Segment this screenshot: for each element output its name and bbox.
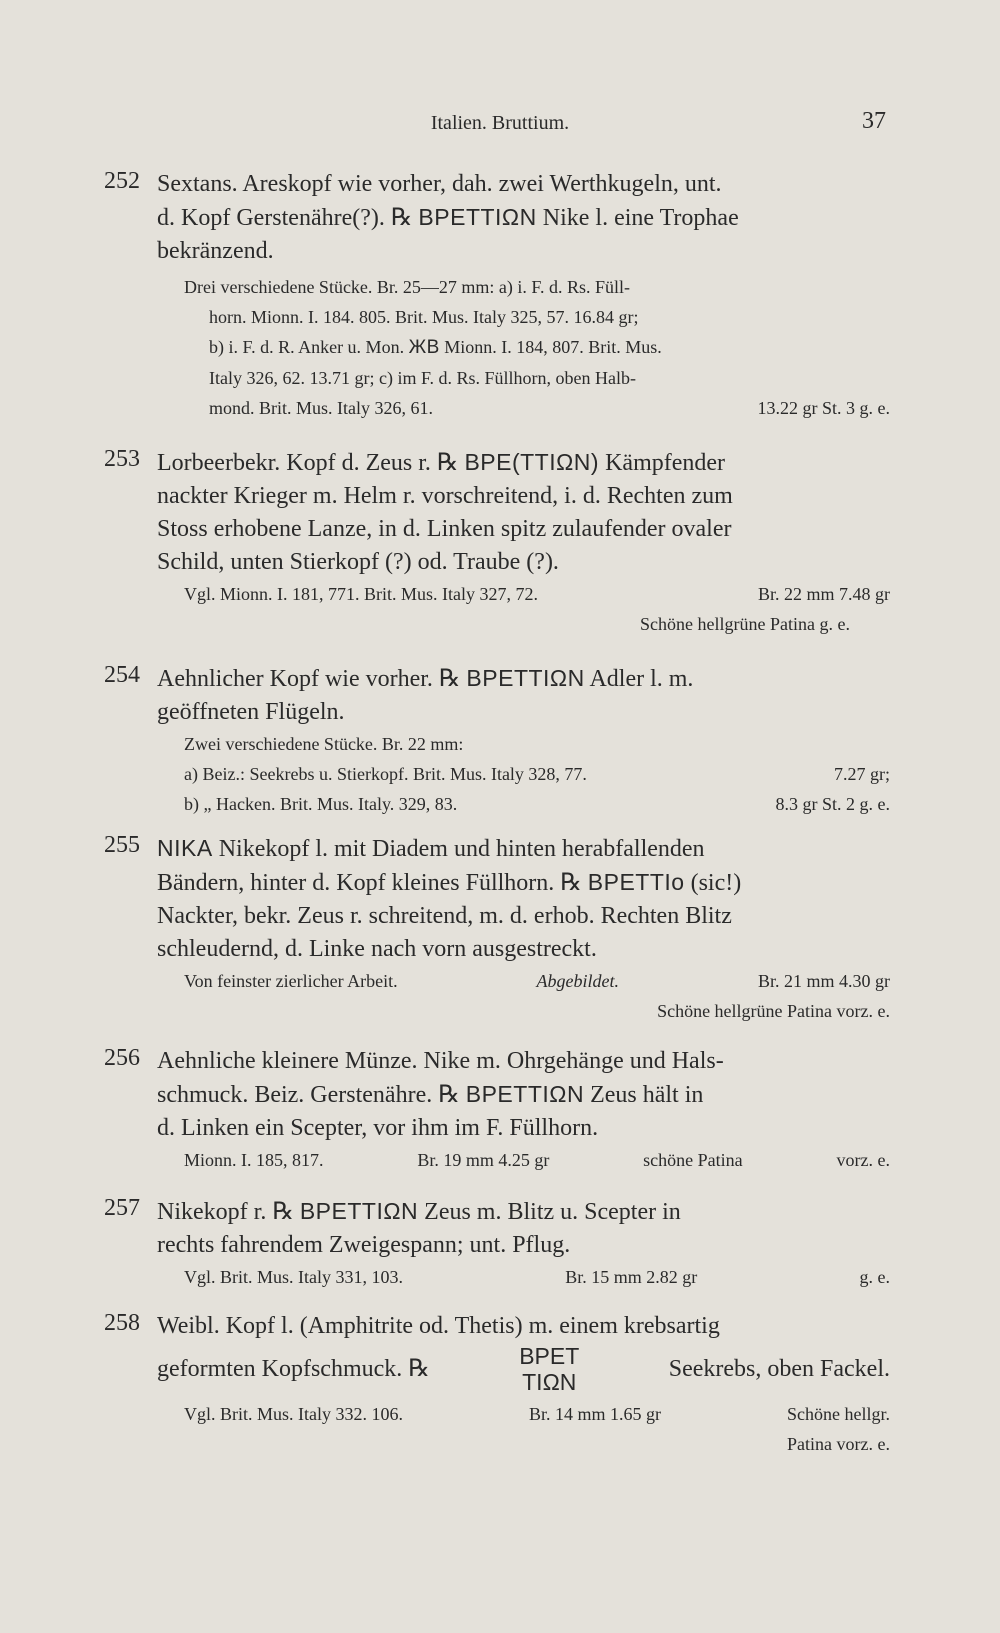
desc-line — [157, 446, 890, 480]
entry-notes — [184, 966, 890, 1026]
desc-line: nackter Krieger m. Helm r. vorschreitend, i. d. Rechten zum — [157, 483, 733, 509]
entry-number: 257 — [104, 1195, 140, 1221]
entry-notes — [184, 1262, 890, 1292]
greek-legend: BPETTIΩN — [418, 204, 537, 230]
desc-line: rechts fahrendem Zweigespann; unt. Pflug. — [157, 1232, 571, 1258]
note-text: 7.27 gr; — [834, 764, 890, 784]
note-text: Br. 19 mm 4.25 gr — [417, 1150, 550, 1170]
desc-text: Zeus m. Blitz u. Scepter in — [424, 1199, 681, 1225]
desc-line — [157, 1078, 890, 1112]
desc-text: schmuck. Beiz. Gerstenähre. ℞ — [157, 1082, 460, 1108]
entry-description — [157, 1045, 890, 1145]
page-header — [0, 108, 1000, 138]
desc-line: Nackter, bekr. Zeus r. schreitend, m. d. erhob. Rechten Blitz — [157, 903, 732, 929]
greek-legend: BPETTIΩN — [299, 1198, 419, 1224]
entry-notes — [184, 1145, 890, 1175]
entry-subnotes — [184, 759, 890, 819]
note-text: schöne Patina — [643, 1150, 743, 1170]
entry-notes — [184, 579, 890, 639]
entry-description — [157, 832, 890, 966]
note-text: Von feinster zierlicher Arbeit. — [184, 971, 398, 991]
desc-line — [157, 1195, 890, 1229]
entry-number: 255 — [104, 832, 140, 858]
note-line — [184, 966, 890, 996]
entry-description — [157, 1310, 890, 1395]
note-text: Abgebildet. — [536, 971, 620, 991]
note-line — [209, 393, 890, 423]
desc-line: Stoss erhobene Lanze, in d. Linken spitz zulaufender ovaler — [157, 516, 732, 542]
note-text: Mionn. I. 184, 807. Brit. Mus. — [444, 337, 662, 357]
note-text: Vgl. Brit. Mus. Italy 331, 103. — [184, 1267, 403, 1287]
desc-line: geöffneten Flügeln. — [157, 699, 345, 725]
desc-line: Aehnliche kleinere Münze. Nike m. Ohrgehänge und Hals- — [157, 1048, 724, 1074]
note-line — [184, 579, 890, 609]
desc-text: Kämpfender — [605, 450, 726, 476]
desc-text: geformten Kopfschmuck. ℞ — [157, 1355, 430, 1382]
desc-line: bekränzend. — [157, 238, 274, 264]
note-text: b) i. F. d. R. Anker u. Mon. — [209, 337, 405, 357]
entry-number: 252 — [104, 168, 140, 194]
monogram: ЖB — [408, 337, 440, 358]
note-text: Br. 22 mm 7.48 gr — [757, 584, 890, 604]
note-text: Br. 15 mm 2.82 gr — [565, 1267, 698, 1287]
desc-line: d. Linken ein Scepter, vor ihm im F. Füllhorn. — [157, 1115, 599, 1141]
desc-line — [157, 1343, 890, 1395]
catalog-entry-255 — [104, 832, 890, 1026]
entry-number: 253 — [104, 446, 140, 472]
desc-line: Sextans. Areskopf wie vorher, dah. zwei Werthkugeln, unt. — [157, 171, 722, 197]
note-text: Vgl. Mionn. I. 181, 771. Brit. Mus. Italy 327, 72. — [184, 584, 538, 604]
desc-text: Seekrebs, oben Fackel. — [668, 1355, 890, 1382]
note-text: mond. Brit. Mus. Italy 326, 61. — [209, 398, 433, 418]
catalog-entry-256 — [104, 1045, 890, 1175]
desc-line: Weibl. Kopf l. (Amphitrite od. Thetis) m. einem krebsartig — [157, 1313, 720, 1339]
catalog-entry-258 — [104, 1310, 890, 1459]
desc-text: Aehnlicher Kopf wie vorher. ℞ — [157, 666, 461, 692]
page-number: 37 — [862, 108, 886, 134]
entry-description — [157, 446, 890, 579]
entry-number: 258 — [104, 1310, 140, 1336]
greek-legend: BPETTIΩN — [466, 665, 585, 691]
catalog-entry-254 — [104, 662, 890, 819]
greek-legend: BPETTIo — [587, 869, 685, 895]
greek-legend-stacked — [519, 1343, 579, 1395]
note-line: Schöne hellgrüne Patina vorz. e. — [657, 1001, 890, 1021]
entry-description — [157, 168, 890, 268]
greek-legend: BPE(TTIΩN) — [464, 449, 600, 475]
desc-text: (sic!) — [690, 870, 742, 896]
catalog-entry-257 — [104, 1195, 890, 1292]
note-line — [184, 789, 890, 819]
note-text: Br. 21 mm 4.30 gr — [757, 971, 890, 991]
desc-line — [157, 662, 890, 696]
entry-notes — [184, 729, 890, 759]
entry-number: 254 — [104, 662, 140, 688]
desc-line: Schild, unten Stierkopf (?) od. Traube (?). — [157, 549, 559, 575]
entry-number: 256 — [104, 1045, 140, 1071]
desc-text: Nike l. eine Trophae — [542, 205, 739, 231]
desc-text: Lorbeerbekr. Kopf d. Zeus r. ℞ — [157, 450, 459, 476]
desc-line: schleudernd, d. Linke nach vorn ausgestreckt. — [157, 936, 597, 962]
note-text: Vgl. Brit. Mus. Italy 332. 106. — [184, 1404, 403, 1424]
greek-legend-line: TIΩN — [522, 1369, 577, 1395]
note-text: g. e. — [859, 1267, 890, 1287]
note-line: horn. Mionn. I. 184. 805. Brit. Mus. Italy 325, 57. 16.84 gr; — [209, 307, 639, 327]
running-title: Italien. Bruttium. — [430, 112, 570, 134]
note-text: b) „ Hacken. Brit. Mus. Italy. 329, 83. — [184, 794, 458, 814]
note-text: 8.3 gr St. 2 g. e. — [775, 794, 890, 814]
note-text: a) Beiz.: Seekrebs u. Stierkopf. Brit. Mus. Italy 328, 77. — [184, 764, 587, 784]
desc-text: Zeus hält in — [590, 1082, 704, 1108]
greek-legend: BPETTIΩN — [465, 1081, 585, 1107]
catalog-entry-252 — [104, 168, 890, 423]
note-line: Zwei verschiedene Stücke. Br. 22 mm: — [184, 734, 464, 754]
note-line — [209, 332, 890, 363]
entry-notes — [184, 1399, 890, 1459]
desc-text: Bändern, hinter d. Kopf kleines Füllhorn. ℞ — [157, 870, 582, 896]
entry-notes — [184, 272, 890, 423]
note-text: Mionn. I. 185, 817. — [184, 1150, 324, 1170]
note-text: vorz. e. — [836, 1150, 890, 1170]
note-line: Schöne hellgrüne Patina g. e. — [640, 614, 850, 634]
note-line: Drei verschiedene Stücke. Br. 25—27 mm: a) i. F. d. Rs. Füll- — [184, 277, 631, 297]
desc-line — [157, 832, 890, 866]
greek-legend: NIKA — [157, 835, 213, 861]
desc-line — [157, 866, 890, 900]
desc-line — [157, 201, 890, 235]
greek-legend-line: BPET — [519, 1343, 580, 1369]
note-text: Schöne hellgr. — [787, 1404, 890, 1424]
note-text: 13.22 gr St. 3 g. e. — [757, 398, 890, 418]
desc-text: Nikekopf r. ℞ — [157, 1199, 294, 1225]
note-line: Italy 326, 62. 13.71 gr; c) im F. d. Rs. Füllhorn, oben Halb- — [209, 368, 637, 388]
entry-description — [157, 1195, 890, 1262]
catalog-entry-253 — [104, 446, 890, 639]
note-line: Patina vorz. e. — [787, 1434, 890, 1454]
entry-description — [157, 662, 890, 729]
note-line — [184, 1399, 890, 1429]
desc-text: Nikekopf l. mit Diadem und hinten herabfallenden — [218, 836, 705, 862]
desc-text: Adler l. m. — [589, 666, 694, 692]
note-line — [184, 759, 890, 789]
note-text: Br. 14 mm 1.65 gr — [529, 1404, 662, 1424]
desc-text: d. Kopf Gerstenähre(?). ℞ — [157, 205, 413, 231]
